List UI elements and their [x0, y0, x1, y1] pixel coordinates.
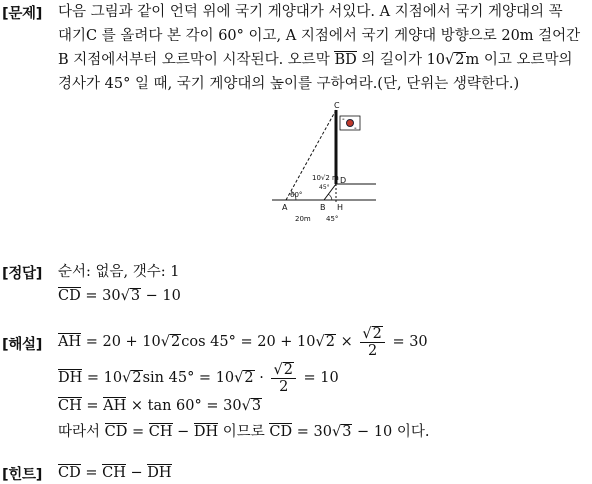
expl-4d: 이므로 [218, 424, 270, 440]
segment-dh: DH [147, 465, 172, 481]
expl-3b: × tan 60° = 30 [126, 398, 242, 414]
svg-text:≡: ≡ [342, 117, 345, 121]
label-slope-length: 10√2 m [312, 174, 339, 182]
answer-tail: − 10 [141, 288, 181, 304]
denominator: 2 [279, 378, 289, 395]
problem-line-4: 경사가 45° 일 때, 국기 게양대의 높이를 구하여라.(단, 단위는 생략한다.) [58, 76, 520, 92]
fraction: $\frac{√2}{2}$ [271, 362, 295, 395]
svg-text:≡: ≡ [354, 126, 357, 130]
segment-cd: CD [104, 424, 128, 440]
answer-eq: = 30 [80, 288, 121, 304]
segment-ch: CH [58, 398, 82, 414]
label-a: A [282, 203, 288, 212]
figure-diagram [270, 100, 382, 228]
problem-line-3: B 지점에서부터 오르막이 시작된다. 오르막 BD 의 길이가 10√2m 이고 오르막의 [58, 52, 573, 68]
fraction: $\frac{√2}{2}$ [360, 326, 384, 359]
explanation-line-3: CH = AH × tan 60° = 30√3 [58, 398, 262, 414]
segment-bd: BD [334, 52, 357, 68]
explanation-line-1: AH = 20 + 10√2cos 45° = 20 + 10√2 × $\frac{√2}{2}$ = 30 [58, 325, 428, 359]
expl-4e: = 30 [292, 424, 332, 440]
expl-1a: = 20 + 10 [81, 334, 161, 350]
segment-dh: DH [193, 424, 219, 440]
segment-ah: AH [58, 334, 82, 350]
radicand: 3 [251, 398, 262, 414]
label-angle-60: 60° [290, 191, 303, 199]
problem-line-2: 대기C 를 올려다 본 각이 60° 이고, A 지점에서 국기 게양대 방향으로 20m 걸어간 [58, 28, 581, 44]
hint-line [58, 463, 172, 483]
radicand: 2 [171, 334, 181, 350]
expl-2b: sin 45° = 10 [142, 370, 235, 386]
radicand: 2 [244, 370, 254, 386]
denominator: 2 [367, 342, 378, 359]
problem-line-1: 다음 그림과 같이 언덕 위에 국기 게양대가 서있다. A 지점에서 국기 게양대의 꼭 [58, 4, 563, 20]
hint-eq: = [80, 465, 103, 481]
radicand: 3 [342, 424, 352, 440]
expl-3a: = [81, 398, 104, 414]
explanation-label: [해설] [2, 337, 43, 353]
radicand: 3 [130, 288, 141, 304]
label-angle-45: 45° [326, 215, 339, 223]
segment-cd: CD [269, 424, 293, 440]
label-ab-length: 20m [295, 215, 311, 223]
segment-cd: CD [58, 288, 81, 304]
label-slope-angle: 45° [319, 184, 330, 191]
segment-ch: CH [148, 424, 173, 440]
expl-4a: 따라서 [58, 424, 105, 440]
radicand: 2 [283, 361, 293, 378]
radicand: 2 [325, 334, 335, 350]
hint-label: [힌트] [2, 467, 43, 483]
segment-dh: DH [58, 370, 83, 386]
answer-label: [정답] [2, 266, 43, 282]
expl-4b: = [127, 424, 149, 440]
explanation-line-2: DH = 10√2sin 45° = 10√2 · $\frac{√2}{2}$ = 10 [58, 361, 339, 395]
expl-2a: = 10 [82, 370, 123, 386]
problem-label: [문제] [2, 6, 43, 22]
problem-line-3-text: B 지점에서부터 오르막이 시작된다. 오르막 [58, 52, 335, 68]
radicand: 2 [455, 52, 465, 68]
segment-cd: CD [58, 465, 81, 481]
expl-2c: · [254, 370, 269, 386]
expl-1d: = 30 [387, 334, 428, 350]
label-b: B [320, 203, 326, 212]
radicand: 2 [132, 370, 142, 386]
label-d: D [340, 176, 347, 185]
segment-ch: CH [102, 465, 126, 481]
answer-line-2: CD = 30√3 − 10 [58, 288, 181, 304]
explanation-line-4: 따라서 CD = CH − DH 이므로 CD = 30√3 − 10 이다. [58, 424, 430, 440]
segment-ah: AH [103, 398, 127, 414]
problem-line-3-post: m 이고 오르막의 [465, 52, 573, 68]
label-h: H [337, 203, 344, 212]
angle-arc-45 [328, 194, 332, 200]
label-c: C [334, 101, 340, 110]
radicand: 2 [372, 325, 382, 342]
expl-1b: cos 45° = 20 + 10 [181, 334, 316, 350]
expl-4f: − 10 이다. [352, 424, 430, 440]
answer-line-1: 순서: 없음, 갯수: 1 [58, 264, 180, 280]
problem-line-3-mid: 의 길이가 10 [356, 52, 446, 68]
expl-4c: − [172, 424, 194, 440]
flag-emblem [347, 120, 354, 127]
expl-1c: × [335, 334, 358, 350]
expl-2d: = 10 [298, 370, 339, 386]
hint-minus: − [125, 465, 148, 481]
